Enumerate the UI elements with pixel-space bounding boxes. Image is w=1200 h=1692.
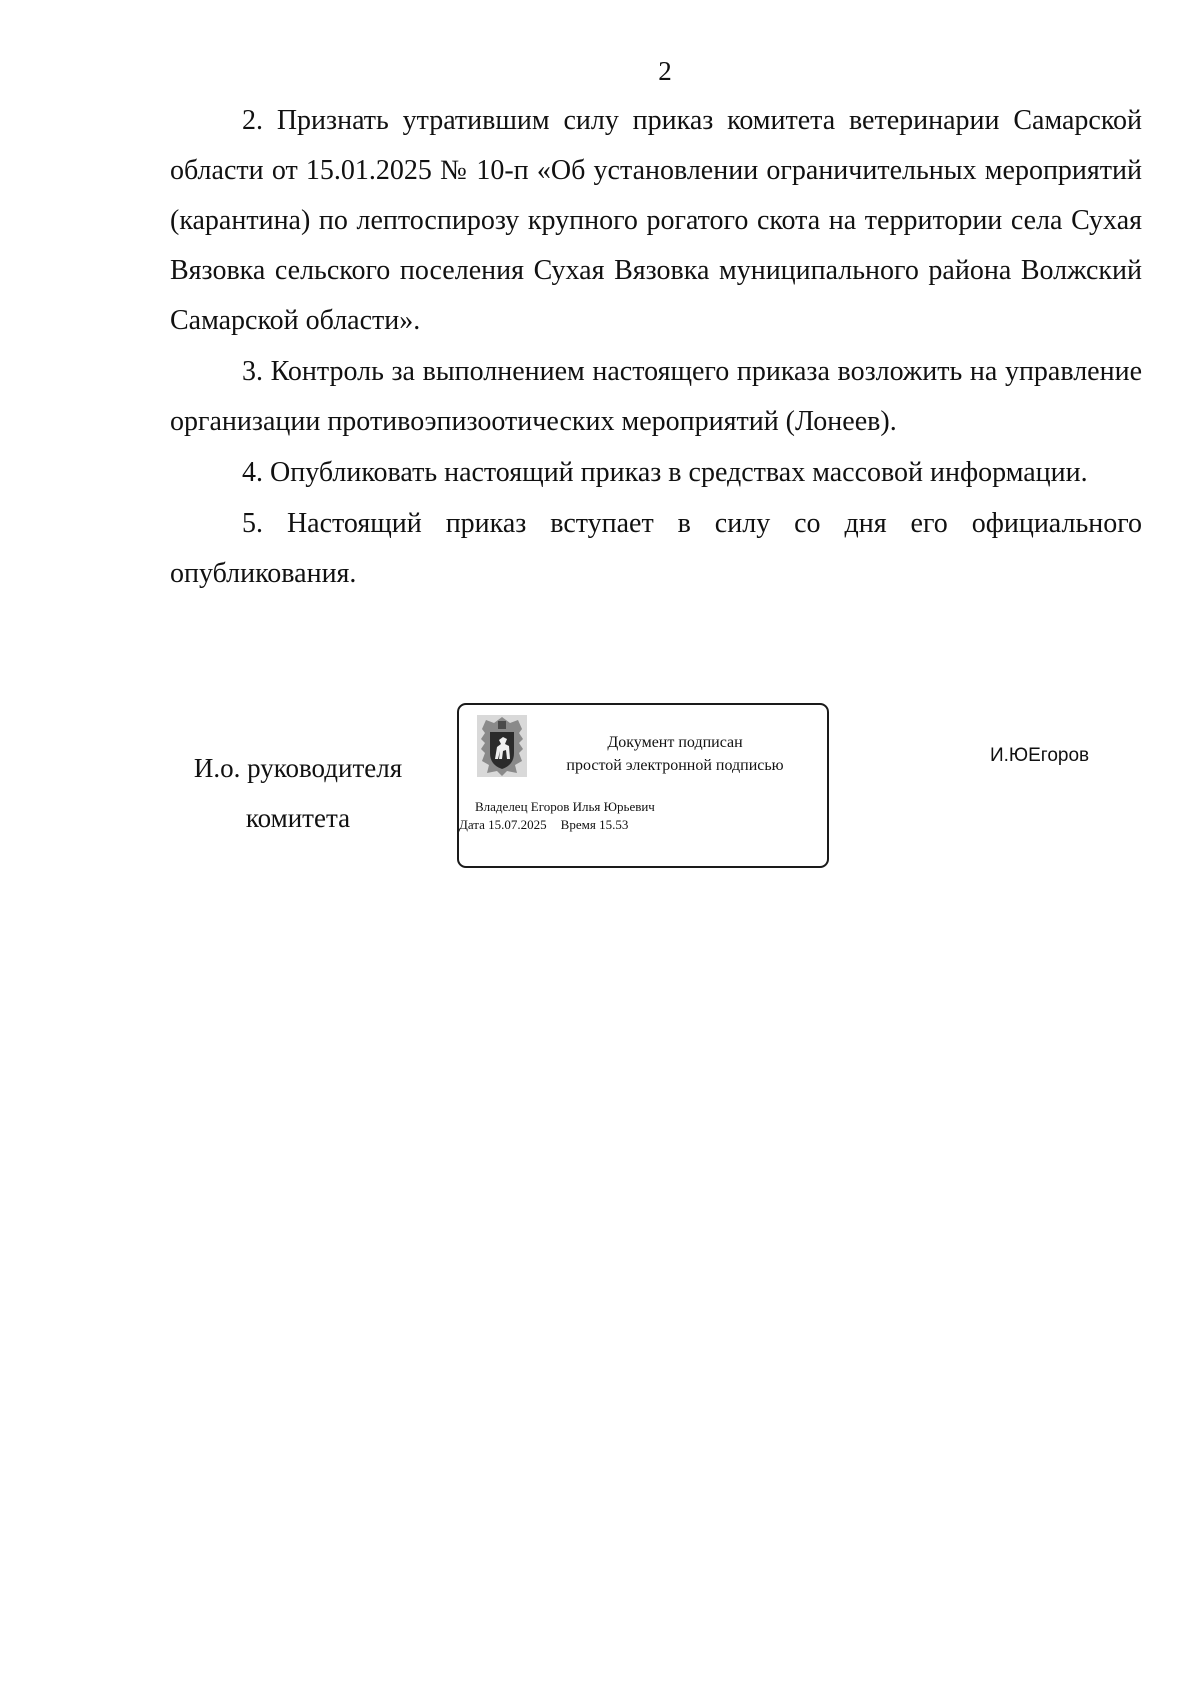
paragraph-5: 5. Настоящий приказ вступает в силу со дня его официального опубликования. (170, 508, 1142, 589)
paragraph-4: 4. Опубликовать настоящий приказ в средствах массовой информации. (242, 457, 1088, 488)
signer-position-line1: И.о. руководителя (193, 753, 403, 783)
paragraph-3: 3. Контроль за выполнением настоящего приказа возложить на управление организации противоэпизоотических мероприятий (Лонеев). (170, 356, 1142, 437)
signer-position (178, 743, 418, 843)
electronic-signature-stamp (457, 703, 829, 868)
stamp-datetime (459, 816, 628, 834)
document-body (170, 96, 1142, 599)
stamp-date: Дата 15.07.2025 (459, 817, 547, 832)
paragraph-2: 2. Признать утратившим силу приказ комитета ветеринарии Самарской области от 15.01.2025 № 10-п «Об установлении ограничительных мероприятий (карантина) по лептоспирозу крупного рогатого скота на территории села Сухая Вязовка сельского поселения Сухая Вязовка муниципального района Волжский Самарской области». (170, 105, 1142, 336)
signer-position-line2: комитета (245, 803, 351, 833)
stamp-owner: Владелец Егоров Илья Юрьевич (475, 799, 655, 814)
stamp-heading-line2: простой электронной подписью (566, 757, 784, 774)
page-number: 2 (658, 56, 672, 86)
stamp-heading (543, 731, 807, 777)
coat-of-arms-icon (477, 715, 527, 777)
signer-name: И.ЮЕгоров (990, 745, 1090, 766)
stamp-time: Время 15.53 (560, 817, 629, 832)
stamp-heading-line1: Документ подписан (607, 734, 743, 751)
